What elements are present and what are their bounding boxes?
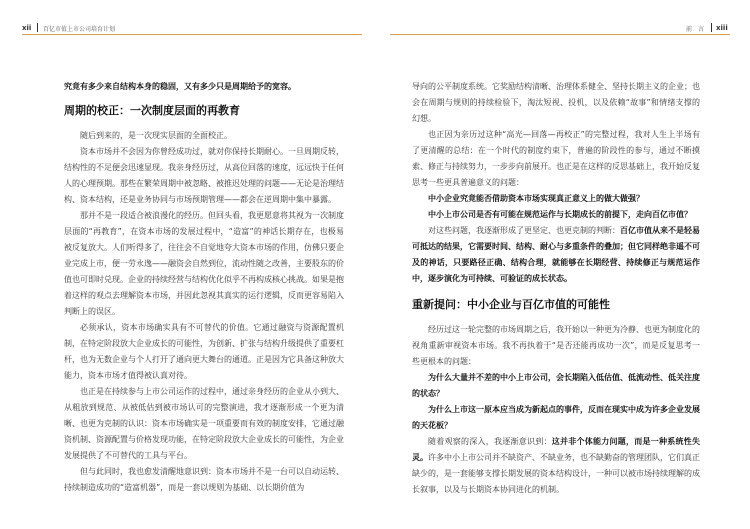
left-paragraph-3: 那并不是一段适合被浪漫化的经历。但回头看，我更愿意将其视为一次制度层面的“再教育”，在资本市场的发展过程中，“造富”的神话长期存在，也极易被反复放大。人们听得多了，往往会不自觉地夸大资本市场的作用，仿佛只要企业完成上市，便一劳永逸——融资会自然到位，流动性随之改善，主要股东的价值也可即时兑现。企业的持续经营与结构优化似乎不再构成核心挑战。如果是抱着这样的观点去理解资本市场，并因此忽视其真实的运行逻辑，反而更容易陷入判断上的误区。 bbox=[64, 211, 344, 316]
left-paragraph-5: 也正是在持续参与上市公司运作的过程中，通过亲身经历的企业从小到大、从粗放到规范、从被低估到被市场认可的完整演进，我才逐渐形成一个更为清晰、也更为克制的认识：资本市场确实是一项重要而有效的制度安排，它通过融资机制、资源配置与价格发现功能，在特定阶段放大企业成长的可能性，为企业发展提供了不可替代的工具与平台。 bbox=[64, 387, 344, 460]
last-rest: 许多中小上市公司并不缺资产、不缺业务，也不缺勤奋的管理团队，它们真正缺少的，是一套能够支撑长期发展的资本结构设计，一种可以被市场持续理解的成长叙事，以及与长期资本协同进化的机制。 bbox=[412, 453, 700, 494]
left-page-number: xii bbox=[22, 24, 32, 32]
right-paragraph-continuation: 导向的公平制度系统。它奖励结构清晰、治理体系健全、坚持长期主义的企业；也会在周期与规则的持续检验下，淘汰短视、投机，以及依赖“故事”和情绪支撑的幻想。 bbox=[412, 82, 700, 123]
left-paragraph-2: 资本市场并不会因为你曾经成功过，就对你保持长期耐心。一旦周期反转，结构性的不足便会迅速显现。我亲身经历过，从高位回落的速度，远远快于任何人的心理预期。那些在繁荣周期中被忽略、被推迟处理的问题——无论是治理结构、资本结构，还是业务协同与市场预期管理——都会在逆周期中集中暴露。 bbox=[64, 147, 344, 204]
left-paragraph-1: 随后到来的，是一次现实层面的全面校正。 bbox=[80, 131, 232, 140]
header-rule-right bbox=[390, 34, 730, 35]
left-paragraph-4: 必须承认，资本市场确实具有不可替代的价值。它通过融资与资源配置机制，在特定阶段放大企业成长的可能性，为创新、扩张与结构升级提供了重要杠杆，也为无数企业与个人打开了通向更大舞台的通道。正是因为它具备这种放大能力，资本市场才值得被认真对待。 bbox=[64, 323, 344, 380]
left-paragraph-6: 但与此同时，我也愈发清醒地意识到：资本市场并不是一台可以自动运转、持续制造成功的“造富机器”，而是一套以规则为基础、以长期价值为 bbox=[64, 467, 344, 492]
answer-paragraph bbox=[412, 223, 700, 287]
right-paragraph-last bbox=[412, 434, 700, 498]
right-paragraph-reflection: 也正因为亲历过这种“高光—回落—再校正”的完整过程，我对人生上半场有了更清醒的总结：在一个时代的制度约束下，普遍的阶段性的参与，通过不断摸索、修正与持续努力，一步步向前展开。也正是在这样的反思基础上，我开始反复思考一些更具普遍意义的问题： bbox=[412, 130, 700, 187]
header-rule-left bbox=[22, 34, 362, 35]
bold-question-3: 为什么大量并不差的中小上市公司，会长期陷入低估值、低流动性、低关注度的状态？ bbox=[412, 373, 700, 398]
right-column bbox=[412, 79, 700, 498]
header-separator-right bbox=[711, 23, 712, 32]
page-header bbox=[0, 0, 750, 50]
header-separator-left bbox=[37, 23, 38, 32]
last-lead: 随着观察的深入，我逐渐意识到： bbox=[428, 437, 552, 446]
right-paragraph-mid: 经历过这一轮完整的市场周期之后，我开始以一种更为冷静、也更为制度化的视角重新审视资本市场。我不再执着于“是否还能再成功一次”，而是反复思考一些更根本的问题： bbox=[412, 325, 700, 366]
bold-question-1: 中小企业究竟能否借助资本市场实现真正意义上的做大做强？ bbox=[428, 194, 644, 203]
last-bold: 这并非个体能力问题，而是一种系统性失灵。 bbox=[412, 437, 700, 462]
left-column bbox=[64, 79, 344, 496]
bold-question-4: 为什么上市这一原本应当成为新起点的事件，反而在现实中成为许多企业发展的天花板？ bbox=[412, 405, 700, 430]
right-running-title: 前 言 bbox=[686, 26, 705, 33]
section-heading-correction: 周期的校正：一次制度层面的再教育 bbox=[64, 104, 240, 117]
right-page-number: xiii bbox=[716, 24, 728, 32]
bold-question-2: 中小上市公司是否有可能在规范运作与长期成长的前提下，走向百亿市值？ bbox=[428, 210, 692, 219]
lead-bold-sentence: 究竟有多少来自结构本身的稳固，又有多少只是周期给予的宽容。 bbox=[64, 82, 296, 91]
answer-lead: 对这些问题，我逐渐形成了更坚定、也更克制的判断： bbox=[428, 226, 620, 235]
section-heading-reask: 重新提问：中小企业与百亿市值的可能性 bbox=[412, 298, 610, 311]
answer-bold: 百亿市值从来不是轻易可抵达的结果，它需要时间、结构、耐心与多重条件的叠加；但它同样绝非遥不可及的神话，只要路径正确、结构合理，就能够在长期经营、持续修正与规范运作中，逐步演化为可持续、可验证的成长状态。 bbox=[412, 226, 700, 283]
left-running-title: 百亿市值上市公司培育计划 bbox=[43, 26, 116, 33]
